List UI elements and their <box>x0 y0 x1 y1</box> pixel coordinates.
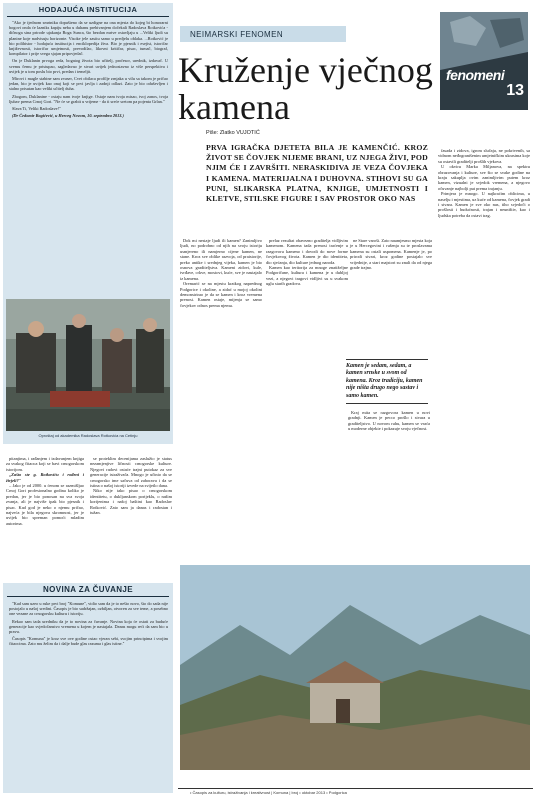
paragraph: "Kad sam uzeo u ruke prvi broj "Komune", vidio sam da je to nešto novo, što do sada nije postojalo u našoj sredini. Časopis je bio sadržajan, ozbiljan, otvoren za sve teme, a posebno one vezane za crnogorsku kulturu i istoriju. <box>9 601 168 617</box>
main-article <box>178 0 533 800</box>
paragraph: Kamen kao teritorija za mnoge znatiželjne Podgoričane, kultura i kamena je u dubljoj vezi, a njegovi tragovi vidljivi su u svakom uglu starih gradova. <box>266 265 348 287</box>
title-rule <box>7 16 169 17</box>
paragraph: fasada i zidova, igrom slučaja, ne pokrivenih, sa vidnom neđogranišenim umjetničkim ukrasima koje su ostavili graditelji prošlih vjekova. <box>438 148 530 164</box>
paragraph: se proteklim decenijama zaslužio je status nezamjenjive ličnosti crnogorske kulture. Njegovi radovi ostaće trajni putokaz za sve generacije istraživača. Mnogo je učinio da se crnogorsko ime sačuva od zaborava i da se istina o našoj istoriji izvede na svijetlo dana. <box>90 456 172 489</box>
title-rule <box>7 596 169 597</box>
paragraph: Oremarić se na mjestu kratkog naprednog Podgorice i okoline, a zidać u mojoj okolini demonstrirao je da se kamen i kroz vremena prenosi. Kamen ostaje, mijenja se samo čovjekov odnos prema njemu. <box>180 281 262 308</box>
newspaper-box-title: NOVINA ZA ČUVANJE <box>42 585 134 594</box>
newspaper-box-text <box>9 601 168 649</box>
ceremony-photo-art <box>6 299 170 431</box>
logo-word: fenomeni <box>446 67 505 83</box>
ceremony-photo <box>6 299 170 431</box>
paragraph: Niko nije tako pisao o crnogorskom identitetu, o dukljanskom porijeklu, o našim korijenima i našoj baštini kao Radoslav Rotković. Zato sam ja danas i radostan i tužan. <box>90 488 172 516</box>
paragraph: Rekao sam tada uredniku da je to novina za čuvanje. Novina koja će ostati za buduće generacije kao svjedočanstvo vremena u kojem je nastajala. Danas mogu reći da sam bio u pravu. <box>9 618 168 635</box>
interview-question: „Zašto ste g. Rotkoviću i rođeni i živjeli?" <box>6 472 84 483</box>
paragraph: Mirovi i magle stabine sam zvaser, Cvet obilaca profilje zrnjaka u vilu sa takom je pričao jedan, bio je uvijek kao onaj koji se prvi javlja i zadnji odlazi. Zato je bio oduševljen i stalno prisutan kao veliki učitelj duha. <box>9 76 168 92</box>
article-deck: PRVA IGRAČKA DJETETA BILA JE KAMENČIĆ. KROZ ŽIVOT SE ČOVJEK NIJEME BRANI, UZ NJEGA ŽIVI, POD NJIM ĆE I ZAVRŠITI. NERASKIDIVA JE VEZA ČOVJEKA I KAMENA. MATERIJALNA I DUHOVNA. STIHOVI SU GA PUNI, SLIKARSKA PLATNA, KNJIGE, UMJETNOSTI I KLETVE, STILSKE FIGURE I SAV PROSTOR OKO NAS <box>206 143 428 204</box>
pull-quote: Kamen je sedam, sedam, a kamen srnske u svom od kamena. Kroz tradiciju, kamen nije ništa drugo nego sastav i samo kamen. <box>346 359 428 404</box>
article-headline: Kruženje vječnog kamena <box>178 50 433 127</box>
paragraph: Kraj mita se razgovora kamen u novi gradnji. Kamen je pecco prošlo i stvara u graditeljstvo. U novom ruhu, kamen se vraća u moderne objekte i pokazuje svoju vječnost. <box>348 410 430 432</box>
logo-number: 13 <box>506 82 524 99</box>
body-column-2 <box>266 238 348 287</box>
paragraph: Zbogom, Duklanine - ostaju nam tvoje knjige. Ostaje nam tvoja misao, tvoj zanos, tvoja ljubav prema Crnoj Gori. "Ne će se grabit u vrijeme - da ti sreće sretom pa pojenta Grlan." <box>9 93 168 104</box>
paragraph: prelaz rezultat obavezno graditelja vidljivim kamenom. Kamena tada prenosi traćenje u razgovoru kameno i dovodi do nove forme čovjekovog života. Kamen je dio identiteta, dio sjećanja, dio kulture jednog naroda. <box>266 238 348 265</box>
institution-box-title: HODAJUĆA INSTITUCIJA <box>38 5 138 14</box>
stone-landscape-photo <box>180 565 530 770</box>
body-column-3 <box>350 238 432 270</box>
sidebar-column-right <box>90 456 172 515</box>
landscape-art <box>180 565 530 770</box>
photo-caption: Oproštaj od akademika Radoslava Rotkovića na Cetinju <box>38 433 138 438</box>
paragraph: – Jako je od 2000. u ćenom se razmišljao Crnoj Gori profesionalno godina koliko je predan, jer je bio ponosan na sva svoja zvanja, ali je najviše ipak bio pjesnik i pisac. Kad god je neko o njemu pričao, najveća je bila njegova skromnost, jer je uvijek bio spreman pomoći mladim autorima. <box>6 483 84 526</box>
institution-box-text <box>9 20 168 120</box>
article-byline: Piše: Zlatko VUJOTIĆ <box>206 130 260 136</box>
sidebar-column-left <box>6 456 84 526</box>
left-sidebar <box>0 0 176 800</box>
right-column <box>438 148 530 218</box>
page-footer <box>0 788 533 800</box>
paragraph: "Ako je ijednom smrtniku dopušteno da se uzdigne na ona mjesta do kojeg bi honorarni bogovi onda će lazniks kapiju neba u duhanu prebivanjem dočekali Radoslava Rotkovića - dičnoga sina prirode ujakanja Boga Sunca, što bezdan mrtve ostavljaju u ...Veliki ljudi su planine koje nadvisuju horizonte. Visoke jele zasitu samo u predjelu oblaka. ...Rotković je bio polihistor - hodajuća institucija i enciklopedija živa. Bio je pjesnik i esejist, istoričar književnosti, istoričar umjetnosti, prevodilac, likovni kritičar, pisac, tumač, biograf, kompilator i prije svega sjajan pripovjedač. <box>9 20 168 57</box>
paragraph: ne Stare varoši. Zato naumjesmo mjesta koja je u Hercegovini i rušenja su te proslavama kamena su ostali uspomena. Kamenje je, po prirodi stvari, kroz godine postajalo sve vrijednije, a stari majstori su znali da od njega grade trajno. <box>350 238 432 271</box>
body-column-1 <box>180 238 262 308</box>
signature: (Dr Čedomir Bogićević, u Herceg Novom, 10. septembra 2013.) <box>12 113 124 119</box>
paragraph: On je Duklanin prvoga reda, bogatog života bio učitelj, profesor, urednik, izdavač. U svemu čemu je pristupao, sagledavao je stvari uvijek jednostavno iz više perspektiva i uvijek je u tom poslu bio prvi, predan i temeljit. <box>9 58 168 74</box>
body-column-3-continued <box>348 410 430 432</box>
paragraph: Primjera je mnogo. U najkraćim oblicima, u naselju i mjestima, uz kuće od kamena, čovjek gradi i stvara. Kamen je sve oko nas, tiho svjedoči o prošlosti i budućnosti, trajan i neuništiv, kao i ljudska potreba da ostavi trag. <box>438 191 530 218</box>
paragraph: Slava Ti, Veliki Radoslave!" <box>12 106 61 112</box>
paragraph: Dok mi nestaje ljudi ili kamen? Zanimljivo ljudi, no podrobno od njih na svoju istoriju usmjereno ili namjerno cijene kamen, ne stane. Kroz sve oblike razvoja, od praistorije, preko antike i srednjeg vijeka, kamen je bio osnova graditeljstva. Kameni zidovi, kule, tvrđave, crkve, mostovi, kuće, sve je nastajalo iz kamena. <box>180 238 262 281</box>
series-logo <box>440 12 528 110</box>
paragraph: pitanjima, i rađanjem i izdavanjem knjiga za svakog čitaoca koji se bavi crnogorskom istorijom. <box>6 456 84 472</box>
section-kicker <box>180 26 346 42</box>
kicker-label: NEIMARSKI FENOMEN <box>190 30 284 39</box>
paragraph: U okviru Marka Miljanova, na spektru obrazovanja i kulture, sve što se svake godine na kraju sakuplja ovim zanimljivim putem kroz kamen, vizualni je svjedok vremena, a njegovo očuvanje najbolji put prema trajanju. <box>438 164 530 191</box>
newspaper-box <box>3 583 173 793</box>
footer-rule <box>178 788 533 789</box>
paragraph: Časopis "Komuna" je kroz sve ove godine ostao vjeran sebi, svojim principima i svojim čitaocima. Zato mu želim da i dalje bude glas razuma i glas istine." <box>9 636 168 647</box>
footer-text: • Časopis za kulturu, istraživanja i kreativnost | Komuna | broj • oktobar 2013 • Podgorica <box>190 790 347 795</box>
